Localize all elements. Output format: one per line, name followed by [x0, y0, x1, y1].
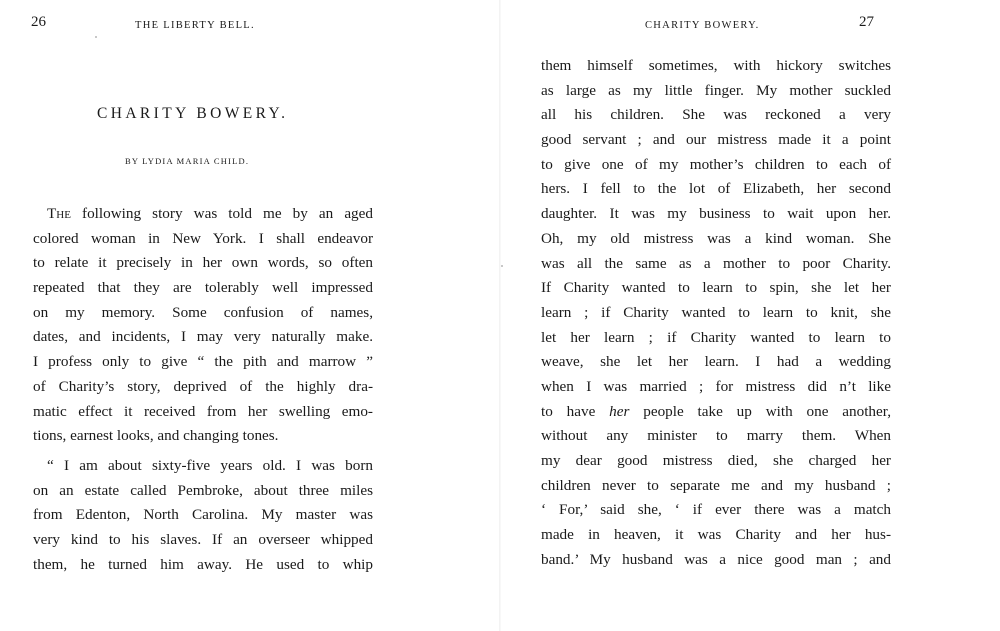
text-line: matic effect it received from her swelling emo-: [33, 402, 373, 420]
emphasis: her: [609, 402, 630, 420]
text-line: tions, earnest looks, and changing tones.: [33, 427, 279, 445]
text-line: of Charity’s story, deprived of the highly dra-: [33, 377, 373, 395]
text-line: band.’ My husband was a nice good man ; and: [541, 550, 891, 568]
text-line: ‘ For,’ said she, ‘ if ever there was a match: [541, 501, 891, 519]
text-line: made in heaven, it was Charity and her hus-: [541, 526, 891, 544]
text-line: The following story was told me by an aged: [47, 205, 373, 222]
text-line: my dear good mistress died, she charged her: [541, 452, 891, 469]
right-page: [500, 0, 1000, 631]
text-line: weave, she let her learn. I had a wedding: [541, 353, 891, 371]
page-number: 26: [31, 14, 46, 30]
text-line: on an estate called Pembroke, about three miles: [33, 481, 373, 499]
text-line: from Edenton, North Carolina. My master was: [33, 506, 373, 524]
body-text: [33, 202, 373, 577]
text-line: them, he turned him away. He used to whip: [33, 555, 373, 573]
running-head: CHARITY BOWERY.: [645, 20, 760, 31]
text-line: very kind to his slaves. If an overseer whipped: [33, 530, 373, 548]
text-line: good servant ; and our mistress made it a point: [541, 131, 891, 149]
text-line: colored woman in New York. I shall endeavor: [33, 229, 373, 247]
text-line: daughter. It was my business to wait upon her.: [541, 205, 891, 223]
text-line: to have her people take up with one another,: [541, 402, 892, 420]
text-line: all his children. She was reckoned a very: [541, 106, 891, 124]
text-line: as large as my little finger. My mother suckled: [541, 81, 891, 99]
text-line: If Charity wanted to learn to spin, she let her: [541, 279, 891, 297]
page-number: 27: [859, 14, 874, 30]
text-line: Oh, my old mistress was a kind woman. She: [541, 229, 891, 247]
text-line: repeated that they are tolerably well impressed: [33, 279, 373, 297]
text-line: children never to separate me and my husband ;: [541, 476, 891, 494]
text-line: when I was married ; for mistress did n’t like: [541, 377, 891, 395]
text-line: “ I am about sixty-five years old. I was born: [47, 456, 373, 474]
body-text: [541, 54, 891, 572]
running-head: THE LIBERTY BELL.: [135, 20, 255, 31]
text-line: let her learn ; if Charity wanted to learn to: [541, 328, 891, 346]
text-line: to give one of my mother’s children to each of: [541, 155, 891, 173]
text-line: I profess only to give “ the pith and marrow ”: [33, 353, 373, 371]
text-line: them himself sometimes, with hickory switches: [541, 57, 891, 74]
text-line: was all the same as a mother to poor Charity.: [541, 254, 891, 272]
opening-word: The: [47, 205, 71, 222]
text-line: dates, and incidents, I may very naturally make.: [33, 328, 373, 346]
text-line: on my memory. Some confusion of names,: [33, 303, 373, 321]
print-speck: [501, 265, 503, 267]
text-line: hers. I fell to the lot of Elizabeth, her second: [541, 180, 891, 198]
text-line: without any minister to marry them. When: [541, 427, 891, 445]
chapter-title: CHARITY BOWERY.: [97, 105, 289, 122]
text-line: learn ; if Charity wanted to learn to knit, she: [541, 303, 891, 321]
author-byline: BY LYDIA MARIA CHILD.: [125, 156, 250, 166]
print-speck: [95, 36, 97, 38]
text-line: to relate it precisely in her own words, so often: [33, 254, 373, 272]
